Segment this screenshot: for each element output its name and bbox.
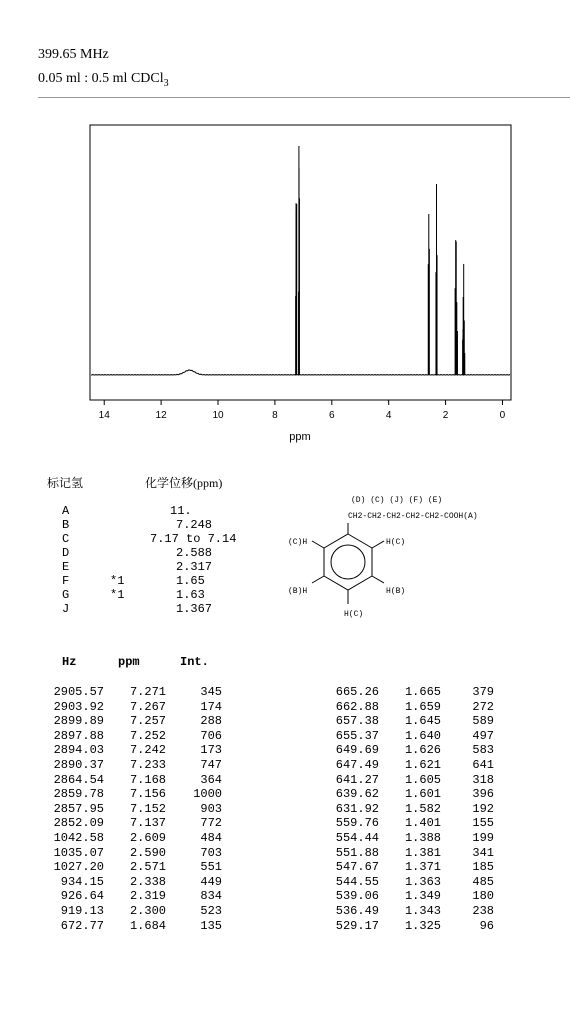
assign-col2-header: 化学位移(ppm) (145, 476, 223, 490)
peak-ppm: 1.645 (404, 714, 441, 729)
x-tick-label: 2 (442, 410, 449, 421)
assign-label: C (62, 532, 70, 546)
peak-int: 135 (200, 918, 222, 933)
side-chain: CH2-CH2-CH2-CH2-CH2-COOH(A) (348, 512, 478, 521)
assign-label: A (62, 504, 70, 518)
x-tick-label: 8 (272, 410, 278, 421)
peak-int: 706 (200, 728, 222, 743)
peak-ppm: 1.621 (404, 758, 441, 772)
peak-hz: 559.76 (335, 816, 379, 831)
peak-hz: 529.17 (335, 918, 379, 933)
peak-int: 364 (200, 772, 222, 787)
peak-ppm: 7.267 (129, 699, 166, 714)
peak-ppm: 2.319 (129, 889, 166, 904)
peak-ppm: 7.168 (129, 772, 166, 787)
peak-int: 185 (472, 860, 494, 875)
peak-int: 396 (472, 787, 494, 802)
peak-ppm: 1.582 (404, 801, 441, 816)
peak-ppm: 1.363 (404, 874, 441, 889)
peak-int: 192 (472, 801, 494, 816)
assign-note: *1 (110, 574, 125, 588)
peak-hz: 657.38 (335, 714, 379, 729)
peak-int: 703 (200, 845, 222, 860)
peak-ppm: 7.156 (129, 787, 166, 802)
peak-int: 551 (200, 860, 222, 875)
peak-ppm: 7.271 (129, 685, 166, 699)
peak-ppm: 1.325 (404, 918, 441, 933)
peak-ppm: 1.371 (404, 860, 441, 875)
peak-ppm: 7.152 (129, 801, 166, 816)
bond-top-left (312, 541, 324, 548)
spectrum-baseline (91, 370, 510, 375)
peak-int: 589 (472, 714, 494, 729)
peak-int: 96 (479, 918, 494, 933)
assign-shift: 1.65 (176, 574, 205, 588)
x-axis (99, 400, 506, 421)
h-top-right: H(C) (386, 538, 406, 547)
peak-ppm: 1.684 (129, 918, 166, 933)
peak-ppm: 1.601 (404, 787, 441, 802)
peak-int: 641 (472, 758, 494, 772)
peak-hz: 536.49 (335, 904, 379, 918)
peak-ppm: 7.233 (129, 758, 166, 772)
peak-ppm: 7.137 (129, 816, 166, 831)
h-bottom: H(C) (344, 610, 364, 619)
peak-int: 903 (200, 801, 222, 816)
peak-hz: 655.37 (335, 728, 379, 743)
bond-bottom-left (312, 576, 324, 583)
assign-note: *1 (110, 588, 125, 602)
peak-ppm: 1.665 (404, 685, 441, 699)
peak-hz: 551.88 (335, 845, 379, 860)
assign-label: D (62, 546, 70, 560)
aromatic-circle (331, 545, 365, 579)
peak-hz: 641.27 (335, 772, 379, 787)
assign-label: E (62, 560, 70, 574)
spectrometer-frequency: 399.65 MHz (38, 47, 109, 62)
peak-int: 747 (200, 758, 222, 772)
x-tick-label: 6 (329, 410, 335, 421)
peak-ppm: 7.257 (129, 714, 166, 729)
peak-ppm: 1.381 (404, 845, 441, 860)
assign-label: G (62, 588, 70, 602)
assign-shift: 1.63 (176, 588, 205, 602)
peak-ppm: 1.343 (404, 904, 441, 918)
peak-hz: 2859.78 (53, 787, 104, 802)
peak-int: 485 (472, 874, 494, 889)
peak-int: 288 (200, 714, 222, 729)
peak-hz: 539.06 (335, 889, 379, 904)
peak-int: 173 (200, 743, 222, 758)
x-axis-label: ppm (289, 431, 311, 443)
h-bottom-right: H(B) (386, 587, 406, 596)
peak-ppm: 2.609 (129, 831, 166, 845)
peak-header-hz: Hz (62, 655, 77, 669)
nmr-spectrum-chart (0, 0, 570, 460)
peak-int: 497 (472, 728, 494, 743)
peak-int: 523 (200, 904, 222, 918)
peak-hz: 934.15 (60, 874, 104, 889)
x-tick-label: 0 (499, 410, 506, 421)
assign-shift: 7.248 (176, 518, 213, 532)
peak-ppm: 1.401 (404, 816, 441, 831)
peak-hz: 554.44 (335, 831, 379, 845)
peak-header-int: Int. (180, 655, 209, 669)
assign-label: F (62, 574, 70, 588)
peak-ppm: 1.659 (404, 699, 441, 714)
h-top-left: (C)H (288, 538, 308, 547)
x-tick-label: 14 (98, 410, 110, 421)
peak-int: 772 (200, 816, 222, 831)
peak-hz: 2864.54 (53, 772, 104, 787)
spectrum-peaks (296, 146, 465, 375)
peak-hz: 649.69 (335, 743, 379, 758)
peak-hz: 547.67 (335, 860, 379, 875)
peak-int: 174 (200, 699, 222, 714)
peak-hz: 639.62 (335, 787, 379, 802)
peak-ppm: 1.640 (404, 728, 441, 743)
peak-ppm: 2.590 (129, 845, 166, 860)
peak-int: 345 (200, 685, 222, 699)
peak-ppm: 2.300 (129, 904, 166, 918)
peak-int: 449 (200, 874, 222, 889)
assign-shift: 2.317 (176, 560, 213, 574)
peak-int: 238 (472, 904, 494, 918)
peak-int: 1000 (193, 787, 222, 802)
peak-hz: 2894.03 (53, 743, 104, 758)
sample-subscript: 3 (163, 77, 169, 89)
bond-top-right (372, 541, 384, 548)
peak-int: 318 (472, 772, 494, 787)
peak-hz: 2903.92 (53, 699, 104, 714)
plot-frame (90, 125, 511, 400)
peak-hz: 2899.89 (53, 714, 104, 729)
peak-hz: 919.13 (60, 904, 104, 918)
peak-int: 155 (472, 816, 494, 831)
peak-int: 484 (200, 831, 222, 845)
sample-prefix: 0.05 ml : 0.5 ml CDCl (38, 71, 164, 86)
peak-ppm: 1.626 (404, 743, 441, 758)
bond-bottom-right (372, 576, 384, 583)
peak-ppm: 2.338 (129, 874, 166, 889)
peak-int: 180 (472, 889, 494, 904)
assign-label: J (62, 602, 70, 616)
chain-labels: (D) (C) (J) (F) (E) (351, 496, 443, 505)
peak-hz: 2905.57 (53, 685, 104, 699)
x-tick-label: 10 (212, 410, 224, 421)
peak-ppm: 7.242 (129, 743, 166, 758)
peak-hz: 2890.37 (53, 758, 104, 772)
x-tick-label: 4 (385, 410, 392, 421)
assign-col1-header: 标记氢 (47, 476, 84, 490)
peak-hz: 2852.09 (53, 816, 104, 831)
peak-ppm: 7.252 (129, 728, 166, 743)
peak-int: 199 (472, 831, 494, 845)
peak-hz: 672.77 (60, 918, 104, 933)
peak-int: 379 (472, 685, 494, 699)
assign-shift: 11. (170, 504, 192, 518)
h-bottom-left: (B)H (288, 587, 308, 596)
peak-int: 272 (472, 699, 494, 714)
peak-hz: 662.88 (335, 699, 379, 714)
peak-header-ppm: ppm (118, 655, 140, 669)
peak-int: 341 (472, 845, 494, 860)
peak-int: 583 (472, 743, 494, 758)
peak-ppm: 2.571 (129, 860, 166, 875)
x-tick-label: 12 (155, 410, 167, 421)
peak-int: 834 (200, 889, 222, 904)
peak-hz: 2897.88 (53, 728, 104, 743)
peak-hz: 2857.95 (53, 801, 104, 816)
peak-ppm: 1.605 (404, 772, 441, 787)
structure-diagram (280, 490, 570, 630)
assign-shift: 7.17 to 7.14 (150, 532, 237, 546)
peak-hz: 926.64 (60, 889, 104, 904)
peak-ppm: 1.349 (404, 889, 441, 904)
assign-shift: 1.367 (176, 602, 213, 616)
peak-hz: 665.26 (335, 685, 379, 699)
peak-ppm: 1.388 (404, 831, 441, 845)
peak-hz: 1035.07 (53, 845, 104, 860)
peak-hz: 631.92 (335, 801, 379, 816)
peak-hz: 647.49 (335, 758, 379, 772)
peak-hz: 544.55 (335, 874, 379, 889)
assign-shift: 2.588 (176, 546, 213, 560)
assign-label: B (62, 518, 70, 532)
peak-hz: 1027.20 (53, 860, 104, 875)
peak-hz: 1042.58 (53, 831, 104, 845)
